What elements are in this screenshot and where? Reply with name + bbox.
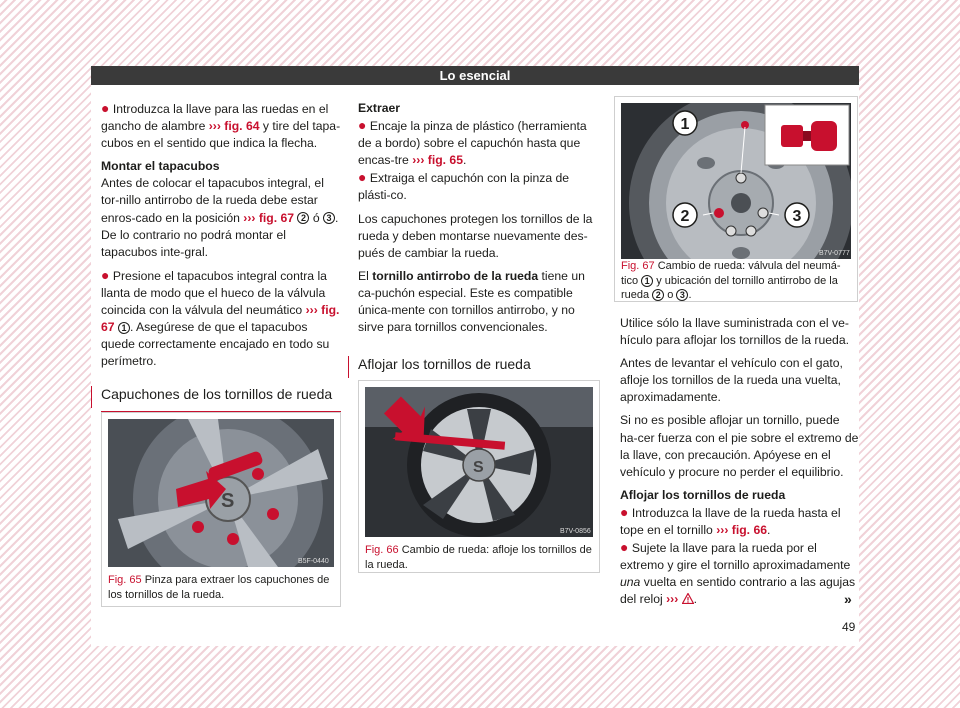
callout-1: 1 (680, 116, 690, 133)
bullet-icon: ● (620, 503, 629, 520)
callout-number: 3 (323, 212, 335, 224)
figure-label: Fig. 67 (621, 260, 655, 272)
fig-ref-66[interactable]: ››› fig. 66 (716, 523, 767, 538)
subheading-montar: Montar el tapacubos (101, 159, 220, 174)
callout-number: 3 (676, 289, 688, 301)
image-code: B5F-0440 (298, 558, 329, 565)
column-3 (620, 315, 860, 615)
step-extraiga: ● Extraiga el capuchón con la pinza de plásti-co. (358, 169, 570, 203)
fig-ref-65[interactable]: ››› fig. 65 (412, 153, 463, 168)
steel-wheel-diagram (621, 103, 851, 259)
figure-65-caption: Fig. 65 Pinza para extraer los capuchones de los tornillos de la rueda. (108, 574, 330, 601)
paragraph-remove-hubcap: ● Introduzca la llave para las ruedas en el gancho de alambre ››› fig. 64 y tire del tapa-cubos en el sentido que indica la flecha. (101, 100, 341, 151)
paragraph-capuchones: Los capuchones protegen los tornillos de la rueda y deben montarse nuevamente des-pués de cambiar la rueda. (358, 211, 593, 260)
fig-ref-67[interactable]: ››› fig. 67 (101, 303, 340, 335)
bullet-icon: ● (101, 100, 110, 116)
figure-label: Fig. 66 (365, 544, 399, 556)
bullet-icon: ● (358, 169, 367, 186)
bullet-icon: ● (101, 266, 110, 283)
figure-67 (614, 96, 858, 302)
warning-ref[interactable]: ››› (666, 592, 679, 607)
paragraph-presione: ● Presione el tapacubos integral contra la llanta de modo que el hueco de la válvula coincida con la válvula del neumático ››› fig. 67 1 . Asegúrese de que el tapacubos quede correctamente encajado en todo su perímetro. (101, 266, 340, 369)
callout-3: 3 (792, 208, 802, 225)
callout-number: 1 (118, 322, 130, 334)
callout-number: 2 (297, 212, 309, 224)
callout-2: 2 (680, 208, 690, 225)
column-2 (358, 100, 600, 385)
figure-66-caption: Fig. 66 Cambio de rueda: afloje los tornillos de la rueda. (365, 544, 592, 571)
wheel-loosening-image (365, 387, 593, 537)
page-header: Lo esencial (91, 66, 859, 85)
svg-text:S: S (221, 490, 235, 512)
callout-number: 2 (652, 289, 664, 301)
fig-ref-64[interactable]: ››› fig. 64 (208, 119, 260, 134)
section-title-aflojar: Aflojar los tornillos de rueda (358, 356, 600, 381)
warning-triangle-icon[interactable] (682, 593, 694, 604)
fig-ref-67[interactable]: ››› fig. 67 (243, 210, 295, 225)
step-encaje: ● Encaje la pinza de plástico (herramienta de a bordo) sobre el capuchón hasta que encas-tre ››› fig. 65. (358, 117, 587, 168)
bullet-icon: ● (358, 117, 367, 134)
wheel-cap-pliers-image (108, 419, 334, 567)
figure-65 (101, 412, 341, 607)
continue-arrow: » (844, 591, 852, 607)
figure-67-caption: Fig. 67 Cambio de rueda: válvula del neumá-tico 1 y ubicación del tornillo antirrobo de la rueda 2 o 3 . (621, 260, 841, 301)
page-number: 49 (842, 620, 856, 634)
step-introduzca: ● Introduzca la llave de la rueda hasta el tope en el tornillo ››› fig. 66. (620, 503, 841, 538)
paragraph-montar: Antes de colocar el tapacubos integral, el tor-nillo antirrobo de la rueda debe estar enros-cado en la posición ››› fig. 67 2 ó 3 . De lo contrario no podrá montar el tapacubos inte-gral. (101, 176, 339, 259)
callout-number: 1 (641, 275, 653, 287)
paragraph-antes: Antes de levantar el vehículo con el gato, afloje los tornillos de la rueda una vuelta, aproximadamente. (620, 356, 843, 405)
image-code: B7V-0777 (819, 250, 850, 257)
subheading-extraer: Extraer (358, 101, 401, 115)
paragraph-utilice: Utilice sólo la llave suministrada con el ve-hículo para aflojar los tornillos de la rueda. (620, 316, 849, 348)
svg-text:S: S (473, 459, 484, 476)
section-title-capuchones: Capuchones de los tornillos de rueda (101, 386, 341, 411)
figure-66 (358, 380, 600, 573)
paragraph-antirrobo: El tornillo antirrobo de la rueda tiene un ca-puchón especial. Este es compatible única-mente con tornillos antirrobo, y no sirve para tornillos convencionales. (358, 268, 585, 335)
step-sujete: ● Sujete la llave para la rueda por el extremo y gire el tornillo aproximadamente una vuelta en sentido contrario a las agujas del reloj ››› . (620, 539, 856, 607)
paragraph-si-no: Si no es posible aflojar un tornillo, puede ha-cer fuerza con el pie sobre el extremo de la llave, con precaución. Apóyese en el vehículo y procure no perder el equilibrio. (620, 413, 859, 479)
subheading-aflojar: Aflojar los tornillos de rueda (620, 487, 786, 502)
figure-label: Fig. 65 (108, 574, 142, 586)
image-code: B7V-0856 (560, 528, 591, 535)
column-1 (101, 100, 341, 416)
bullet-icon: ● (620, 539, 629, 556)
